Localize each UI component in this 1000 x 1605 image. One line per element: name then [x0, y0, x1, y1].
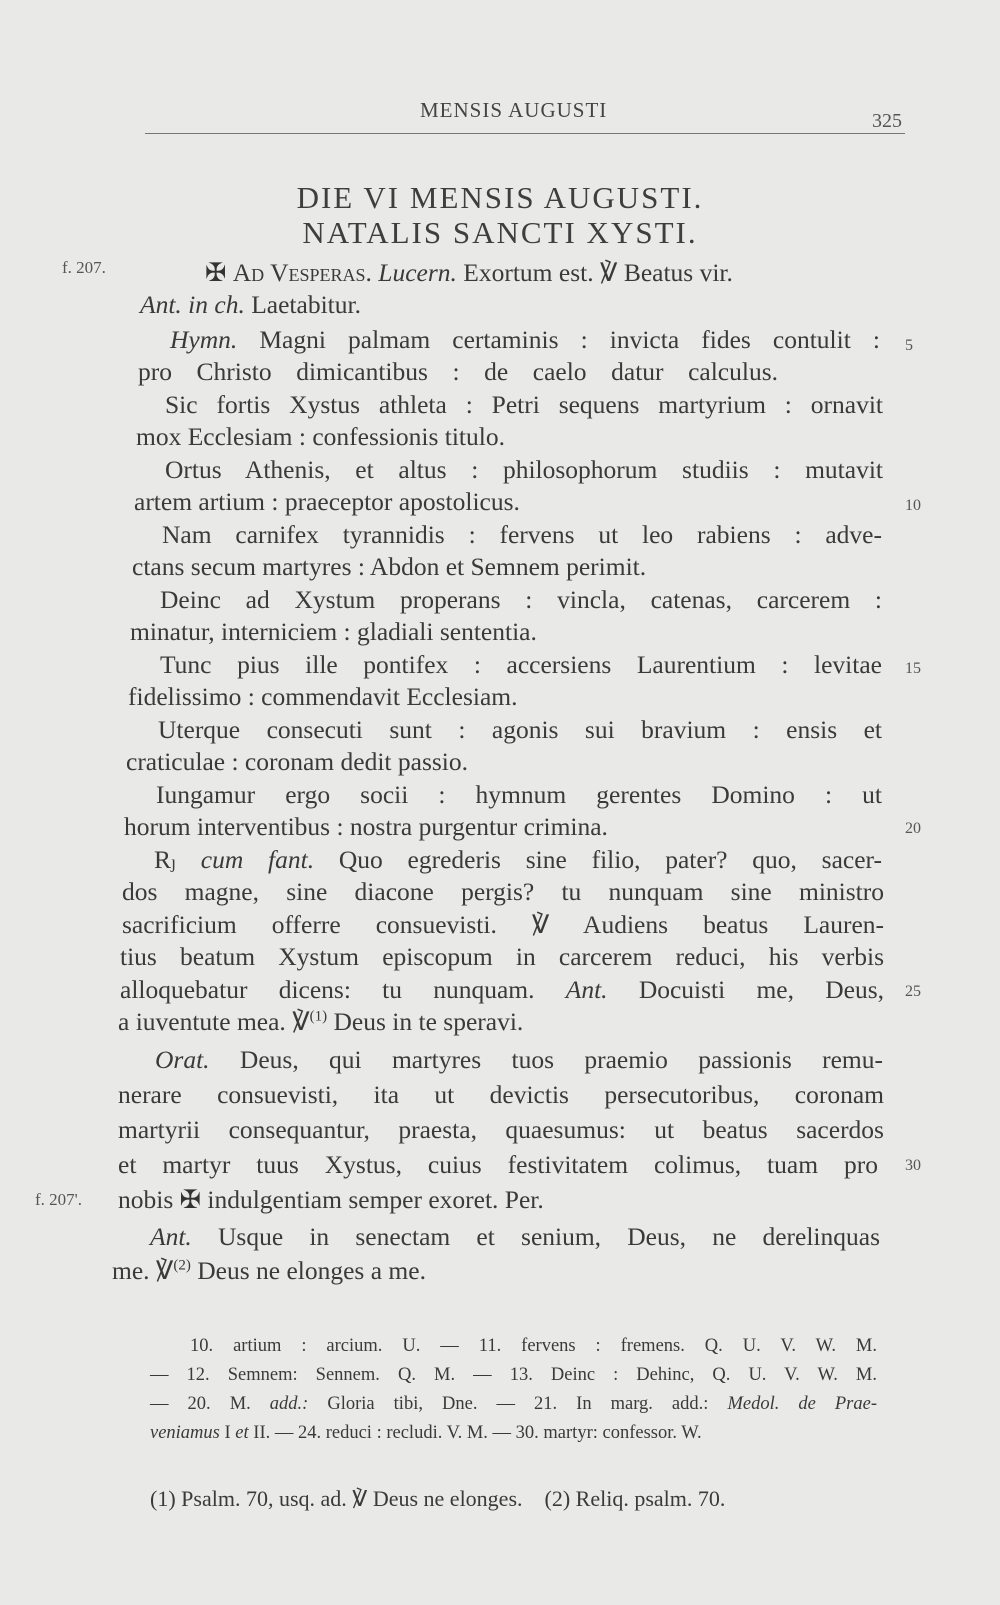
text-line: me. ℣$^{(2)}$ Deus ne elonges a me. — [112, 1256, 426, 1285]
text-line: Tunc pius ille pontifex : accersiens Laurentium : levitae — [160, 650, 882, 679]
footnote-ref: (1) — [309, 1008, 328, 1025]
text-line: nobis ✠ indulgentiam semper exoret. Per. — [118, 1185, 544, 1214]
text-line: ✠ Ad Vesperas. Lucern. Exortum est. ℣ Beatus vir. — [205, 258, 733, 287]
text-line: Nam carnifex tyrannidis : fervens ut leo rabiens : adve- — [162, 520, 882, 549]
text-line: artem artium : praeceptor apostolicus. — [134, 487, 520, 516]
text-line: Orat. Deus, qui martyres tuos praemio passionis remu- — [155, 1045, 883, 1074]
psalm-references: (1) Psalm. 70, usq. ad. ℣ Deus ne elonges. (2) Reliq. psalm. 70. — [150, 1486, 726, 1511]
text-line: ctans secum martyres : Abdon et Semnem perimit. — [132, 552, 647, 581]
running-title: MENSIS AUGUSTI — [420, 98, 608, 122]
line-number: 30 — [905, 1157, 921, 1174]
versicle-icon: ℣ — [352, 1486, 368, 1511]
line-number: 20 — [905, 820, 921, 837]
folio-marker: f. 207. — [62, 258, 106, 277]
variant-note: 10. artium : arcium. U. — 11. fervens : fremens. Q. U. V. W. M. — [190, 1336, 877, 1356]
page-number: 325 — [872, 110, 902, 132]
text-line: craticulae : coronam dedit passio. — [126, 747, 468, 776]
text-line: Iungamur ergo socii : hymnum gerentes Domino : ut — [156, 780, 882, 809]
text-line: Ortus Athenis, et altus : philosophorum studiis : mutavit — [165, 455, 883, 484]
variant-note: — 20. M. add.: Gloria tibi, Dne. — 21. In marg. add.: Medol. de Prae- — [150, 1394, 877, 1414]
page-subtitle: NATALIS SANCTI XYSTI. — [302, 215, 698, 250]
versicle-icon: ℣ — [155, 1256, 174, 1285]
text-line: a iuventute mea. ℣$^{(1)}$ Deus in te speravi. — [118, 1007, 524, 1036]
cross-icon: ✠ — [205, 258, 227, 287]
text-line: pro Christo dimicantibus : de caelo datur calculus. — [138, 357, 778, 386]
versicle-icon: ℣ — [292, 1007, 310, 1036]
text-line: Deinc ad Xystum properans : vincla, catenas, carcerem : — [160, 585, 882, 614]
variant-note: veniamus I et II. — 24. reduci : recludi. V. M. — 30. martyr: confessor. W. — [150, 1423, 702, 1443]
line-number: 5 — [905, 337, 913, 354]
text-line: Ant. Usque in senectam et senium, Deus, ne derelinquas — [150, 1222, 881, 1251]
variant-note: — 12. Semnem: Sennem. Q. M. — 13. Deinc : Dehinc, Q. U. V. W. M. — [150, 1365, 877, 1385]
text-line: nerare consuevisti, ita ut devictis persecutoribus, coronam — [118, 1080, 884, 1109]
text-line: martyrii consequantur, praesta, quaesumus: ut beatus sacerdos — [118, 1115, 884, 1144]
page-title: DIE VI MENSIS AUGUSTI. — [296, 180, 704, 215]
line-number: 10 — [905, 497, 921, 514]
text-line: fidelissimo : commendavit Ecclesiam. — [128, 682, 518, 711]
line-number: 25 — [905, 983, 921, 1000]
text-line: Hymn. Magni palmam certaminis : invicta fides contulit : — [170, 325, 880, 354]
text-line: et martyr tuus Xystus, cuius festivitatem colimus, tuam pro — [118, 1150, 878, 1179]
versicle-icon: ℣ — [599, 258, 618, 287]
text-line: Uterque consecuti sunt : agonis sui bravium : ensis et — [158, 715, 882, 744]
text-line: Sic fortis Xystus athleta : Petri sequens martyrium : ornavit — [165, 390, 883, 419]
text-line: sacrificium offerre consuevisti. ℣ Audiens beatus Lauren- — [122, 910, 885, 939]
header-rule — [145, 133, 905, 134]
text-line: mox Ecclesiam : confessionis titulo. — [136, 422, 505, 451]
text-line: alloquebatur dicens: tu nunquam. Ant. Docuisti me, Deus, — [120, 975, 885, 1004]
response-icon: Rȷ — [154, 845, 177, 874]
text-line: Ant. in ch. Laetabitur. — [140, 290, 361, 319]
text-line: dos magne, sine diacone pergis? tu nunquam sine ministro — [122, 877, 884, 906]
versicle-icon: ℣ — [531, 910, 550, 939]
text-line: Rȷ cum fant. Quo egrederis sine filio, pater? quo, sacer- — [154, 845, 882, 874]
line-number: 15 — [905, 660, 921, 677]
footnote-ref: (2) — [173, 1257, 191, 1274]
text-line: horum interventibus : nostra purgentur crimina. — [124, 812, 608, 841]
text-line: tius beatum Xystum episcopum in carcerem reduci, his verbis — [120, 942, 884, 971]
cross-icon: ✠ — [179, 1185, 202, 1214]
folio-marker: f. 207'. — [35, 1190, 82, 1209]
text-line: minatur, interniciem : gladiali sententia. — [130, 617, 537, 646]
